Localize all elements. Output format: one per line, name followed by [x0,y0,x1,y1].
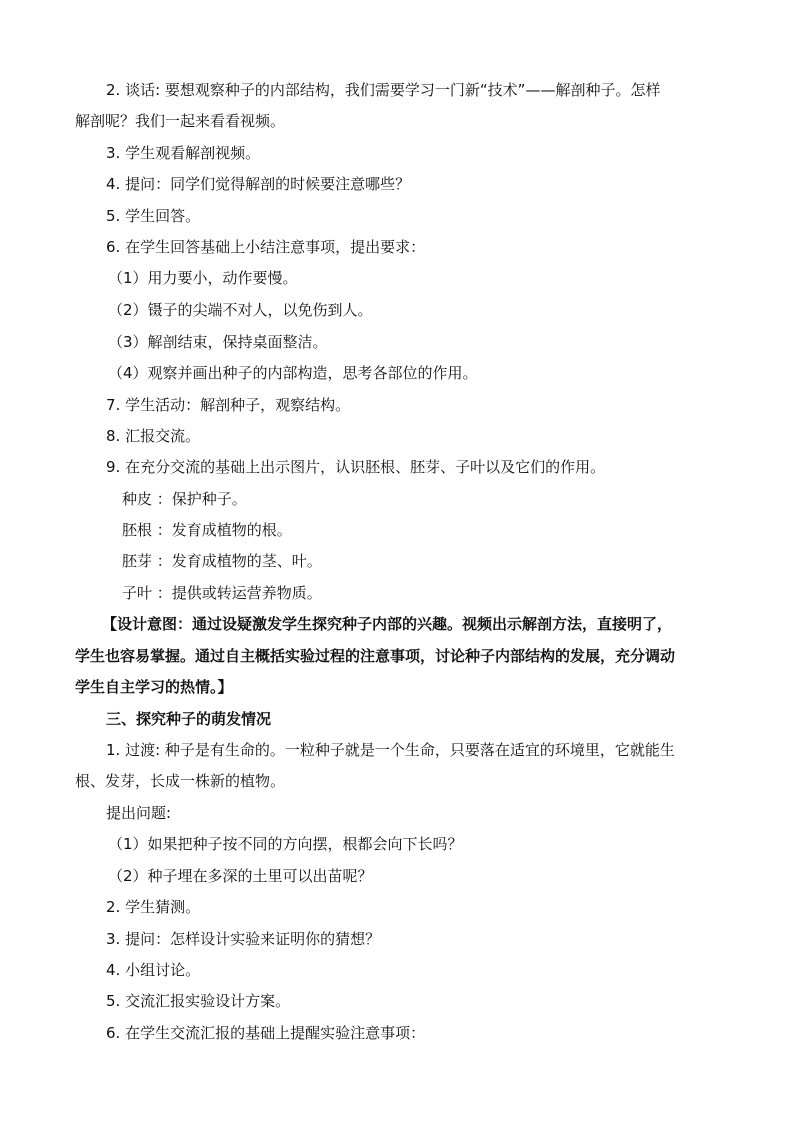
list-item: 8. 汇报交流。 [106,427,201,445]
design-intent: 学生也容易掌握。通过自主概括实验过程的注意事项，讨论种子内部结构的发展，充分调动 [75,647,676,665]
term-definition: 胚根 ：发育成植物的根。 [122,521,292,539]
list-item: 5. 学生回答。 [106,207,201,225]
paragraph-line: 解剖呢？我们一起来看看视频。 [75,112,286,130]
sub-list-item: （2）种子埋在多深的土里可以出苗呢？ [108,867,373,885]
list-item: 5. 交流汇报实验设计方案。 [106,992,291,1010]
list-item: 6. 在学生回答基础上小结注意事项，提出要求： [106,238,426,256]
term-definition: 胚芽 ：发育成植物的茎、叶。 [122,552,322,570]
sub-list-item: （1）用力要小，动作要慢。 [108,269,298,287]
list-item: 4. 小组讨论。 [106,961,201,979]
list-item: 3. 提问：怎样设计实验来证明你的猜想？ [106,930,381,948]
design-intent: 【设计意图：通过设疑激发学生探究种子内部的兴趣。视频出示解剖方法，直接明了， [102,615,673,633]
sub-list-item: （3）解剖结束，保持桌面整洁。 [108,333,328,351]
list-item: 7. 学生活动：解剖种子，观察结构。 [106,396,351,414]
list-item: 9. 在充分交流的基础上出示图片，认识胚根、胚芽、子叶以及它们的作用。 [106,458,606,476]
list-item: 3. 学生观看解剖视频。 [106,144,261,162]
list-item: 4. 提问：同学们觉得解剖的时候要注意哪些？ [106,175,411,193]
paragraph-line: 1. 过渡: 种子是有生命的。一粒种子就是一个生命，只要落在适宜的环境里，它就能生 [106,741,675,759]
list-item: 6. 在学生交流汇报的基础上提醒实验注意事项： [106,1024,426,1042]
section-heading: 三、探究种子的萌发情况 [106,710,272,728]
paragraph-line: 根、发芽，长成一株新的植物。 [75,772,286,790]
sub-list-item: （2）镊子的尖端不对人，以免伤到人。 [108,301,373,319]
sub-list-item: （4）观察并画出种子的内部构造，思考各部位的作用。 [108,364,478,382]
paragraph-line: 提出问题: [106,804,172,822]
term-definition: 子叶 ：提供或转运营养物质。 [122,584,322,602]
paragraph-line: 2. 谈话: 要想观察种子的内部结构，我们需要学习一门新“技术”——解剖种子。怎样 [106,81,661,99]
sub-list-item: （1）如果把种子按不同的方向摆，根都会向下长吗？ [108,835,463,853]
term-definition: 种皮 ：保护种子。 [122,490,247,508]
list-item: 2. 学生猜测。 [106,898,201,916]
design-intent: 学生自主学习的热情。】 [75,678,233,696]
